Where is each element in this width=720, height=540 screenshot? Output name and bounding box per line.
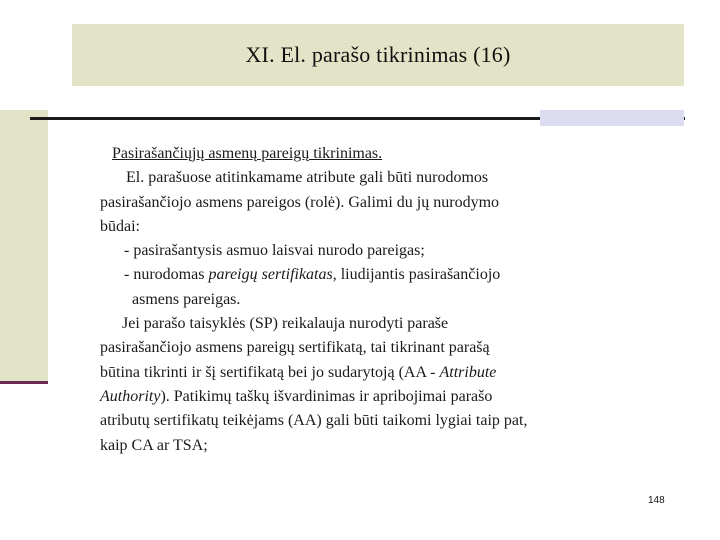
bullet-text: - nurodomas	[124, 266, 209, 284]
bullet-item	[100, 263, 660, 287]
slide-title: XI. El. parašo tikrinimas (16)	[245, 42, 511, 67]
left-accent-band	[0, 110, 48, 382]
emphasis-text: Authority	[100, 387, 161, 405]
left-accent-rule	[0, 381, 48, 384]
emphasis-text: Attribute	[439, 363, 497, 381]
paragraph-line: kaip CA ar TSA;	[100, 436, 208, 454]
slide-body	[100, 142, 660, 458]
bullet-text: , liudijantis pasirašančiojo	[332, 266, 501, 284]
paragraph-line	[100, 361, 660, 385]
emphasis-text: pareigų sertifikatas	[208, 266, 333, 284]
paragraph-text: ). Patikimų taškų išvardinimas ir apribojimai parašo	[160, 387, 493, 405]
paragraph-line	[100, 385, 660, 409]
paragraph-line: pasirašančiojo asmens pareigų sertifikatą, tai tikrinant parašą	[100, 339, 490, 357]
bullet-item: - pasirašantysis asmuo laisvai nurodo pareigas;	[124, 242, 425, 260]
paragraph-line: pasirašančiojo asmens pareigos (rolė). Galimi du jų nurodymo	[100, 193, 500, 211]
section-heading: Pasirašančiųjų asmenų pareigų tikrinimas.	[112, 145, 383, 162]
paragraph-line: El. parašuose atitinkamame atribute gali būti nurodomos	[126, 169, 489, 187]
bullet-continuation: asmens pareigas.	[132, 290, 241, 308]
paragraph-line: atributų sertifikatų teikėjams (AA) gali būti taikomi lygiai taip pat,	[100, 412, 528, 430]
page-number: 148	[648, 495, 665, 506]
right-accent-box	[540, 110, 684, 126]
paragraph-text: būtina tikrinti ir šį sertifikatą bei jo sudarytoją (AA -	[100, 363, 440, 381]
paragraph-line: Jei parašo taisyklės (SP) reikalauja nurodyti paraše	[122, 315, 449, 333]
paragraph-line: būdai:	[100, 217, 140, 235]
